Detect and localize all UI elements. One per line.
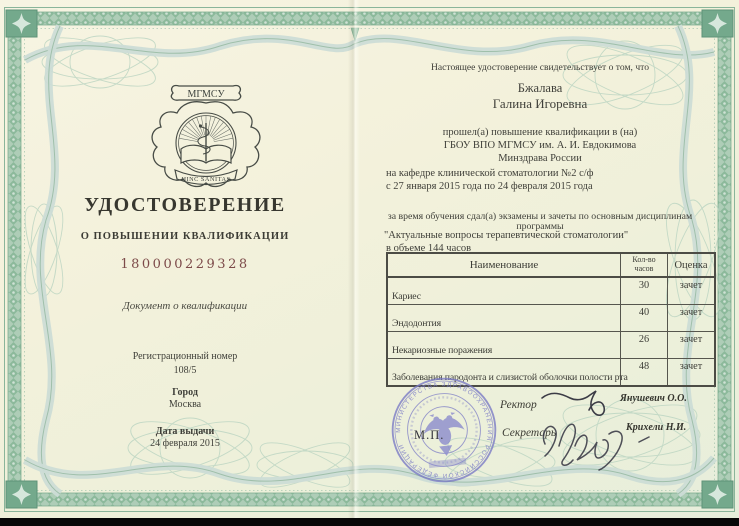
volume-line: в объеме 144 часов [386, 243, 472, 254]
period-line: с 27 января 2015 года по 24 февраля 2015 года [386, 181, 593, 192]
city-label: Город [172, 387, 198, 398]
issue-date-label: Дата выдачи [155, 426, 215, 437]
action-line: прошел(а) повышение квалификации в (на) [442, 127, 638, 138]
subject-name: Заболевания пародонта и слизистой оболочки полости рта [387, 359, 621, 387]
subject-grade: зачет [668, 359, 716, 387]
subject-name: Некариозные поражения [387, 332, 621, 359]
university-emblem-icon [130, 80, 282, 192]
document-kind: Документ о квалификации [122, 300, 248, 312]
institution-line2: Минздрава России [498, 153, 582, 164]
subject-hours: 26 [621, 332, 668, 359]
certificate-title: УДОСТОВЕРЕНИЕ [84, 194, 286, 216]
intro-line: Настоящее удостоверение свидетельствует о том, что [430, 62, 650, 73]
emblem-banner-text: МГМСУ [187, 89, 225, 100]
secretary-name: Крихели Н.И. [626, 422, 687, 433]
subject-hours: 40 [621, 305, 668, 332]
subject-grade: зачет [668, 277, 716, 305]
department-line: на кафедре клинической стоматологии №2 с/ф [386, 168, 594, 179]
secretary-label: Секретарь [502, 427, 557, 439]
exams-line2: программы [516, 221, 564, 232]
subject-hours: 30 [621, 277, 668, 305]
scan-bottom-edge [0, 518, 739, 526]
subject-name: Кариес [387, 277, 621, 305]
subject-grade: зачет [668, 305, 716, 332]
table-row [387, 332, 715, 359]
subject-grade: зачет [668, 332, 716, 359]
seal-ring-text: МИНИСТЕРСТВА ЗДРАВООХРАНЕНИЯ РОССИЙСКОЙ ФЕДЕРАЦИИ [395, 381, 493, 479]
certificate-subtitle: О ПОВЫШЕНИИ КВАЛИФИКАЦИИ [80, 231, 290, 242]
header-grade: Оценка [668, 253, 716, 277]
subject-name: Эндодонтия [387, 305, 621, 332]
header-hours: Кол-во часов [621, 253, 668, 277]
table-row [387, 277, 715, 305]
serial-number: 180000229328 [120, 257, 250, 272]
holder-name: Галина Игоревна [492, 96, 588, 111]
program-title: "Актуальные вопросы терапевтической стоматологии" [384, 230, 629, 241]
seal-place-label: М.П. [414, 428, 445, 442]
header-name: Наименование [387, 253, 621, 277]
rector-name: Янушевич О.О. [620, 393, 687, 404]
holder-surname: Бжалава [517, 81, 563, 95]
registration-label: Регистрационный номер [132, 351, 238, 362]
emblem-motto-text: HINC SANITAS [181, 176, 231, 183]
grades-header-row [387, 253, 715, 277]
city-value: Москва [168, 399, 202, 410]
institution-line1: ГБОУ ВПО МГМСУ им. А. И. Евдокимова [443, 140, 637, 151]
exams-line1: за время обучения сдал(а) экзамены и зачеты по основным дисциплинам [387, 211, 693, 222]
fold-crease [348, 0, 360, 518]
issue-date-value: 24 февраля 2015 [150, 438, 220, 449]
grades-table [386, 252, 716, 387]
secretary-signature-icon [537, 414, 667, 472]
subject-hours: 48 [621, 359, 668, 387]
table-row [387, 305, 715, 332]
rector-label: Ректор [500, 399, 537, 411]
registration-number: 108/5 [173, 365, 197, 376]
